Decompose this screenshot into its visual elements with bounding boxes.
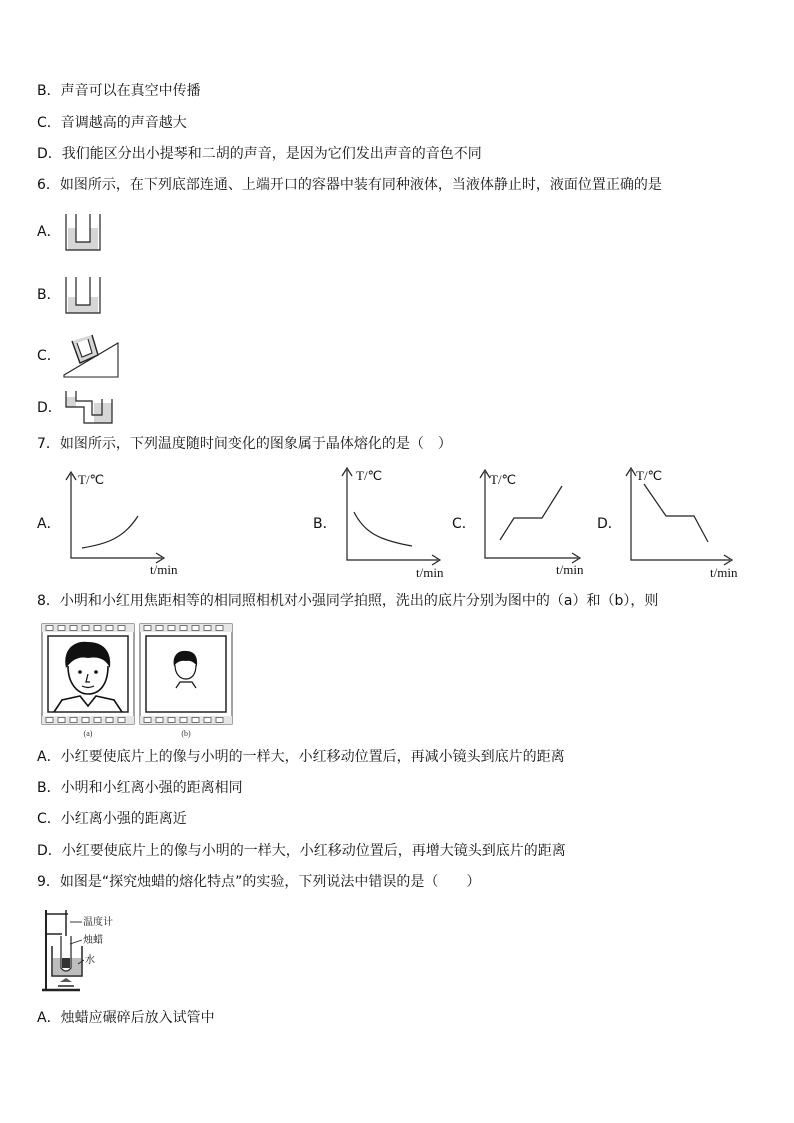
q8-stem: 8．小明和小红用焦距相等的相同照相机对小强同学拍照，洗出的底片分别为图中的（a）和（b），则 bbox=[37, 593, 659, 609]
q6-option-a-label: A． bbox=[37, 224, 61, 240]
q8-option-c: C．小红离小强的距离近 bbox=[37, 811, 187, 827]
q6-stem: 6．如图所示，在下列底部连通、上端开口的容器中装有同种液体，当液体静止时，液面位置正确的是 bbox=[37, 177, 662, 193]
q8-option-a: A．小红要使底片上的像与小明的一样大，小红移动位置后，再减小镜头到底片的距离 bbox=[37, 749, 565, 765]
q5-option-b: B．声音可以在真空中传播 bbox=[37, 83, 201, 99]
q9-stem: 9．如图是“探究烛蜡的熔化特点”的实验，下列说法中错误的是（ ） bbox=[37, 874, 481, 890]
q6-figure-d bbox=[62, 389, 116, 427]
q6-figure-a bbox=[62, 212, 102, 254]
q6-figure-b bbox=[62, 275, 102, 317]
q9-apparatus-figure bbox=[40, 906, 120, 994]
q7-option-b-label: B． bbox=[313, 516, 337, 532]
q8-film-figure bbox=[40, 622, 236, 738]
q7-graph-c bbox=[476, 462, 596, 578]
film-b-label: (b) bbox=[181, 729, 191, 738]
film-a-label: (a) bbox=[83, 729, 93, 738]
q7-graph-d-xlabel: t/min bbox=[710, 565, 738, 580]
label-water: 水 bbox=[85, 955, 95, 966]
q6-option-b-label: B． bbox=[37, 287, 61, 303]
q7-graph-a-ylabel: T/℃ bbox=[78, 472, 105, 487]
q5-option-d: D．我们能区分出小提琴和二胡的声音，是因为它们发出声音的音色不同 bbox=[37, 146, 482, 162]
q7-graph-d bbox=[622, 462, 746, 580]
q5-option-c: C．音调越高的声音越大 bbox=[37, 115, 187, 131]
q7-option-d-label: D． bbox=[597, 516, 622, 532]
q8-option-b: B．小明和小红离小强的距离相同 bbox=[37, 780, 243, 796]
film-a bbox=[42, 624, 134, 724]
q7-graph-d-ylabel: T/℃ bbox=[636, 468, 663, 483]
q7-option-a-label: A． bbox=[37, 516, 61, 532]
q7-graph-b bbox=[338, 462, 458, 580]
q7-option-c-label: C． bbox=[452, 516, 476, 532]
q7-stem: 7．如图所示，下列温度随时间变化的图象属于晶体熔化的是（ ） bbox=[37, 436, 452, 452]
q6-option-c-label: C． bbox=[37, 348, 61, 364]
q6-option-d-label: D． bbox=[37, 400, 62, 416]
q6-figure-c bbox=[62, 333, 120, 379]
label-wax: 烛蜡 bbox=[83, 935, 103, 946]
q7-graph-a-xlabel: t/min bbox=[150, 562, 178, 577]
q8-option-d: D．小红要使底片上的像与小明的一样大，小红移动位置后，再增大镜头到底片的距离 bbox=[37, 843, 566, 859]
q7-graph-b-xlabel: t/min bbox=[416, 565, 444, 580]
label-thermometer: 温度计 bbox=[83, 917, 113, 928]
q7-graph-c-ylabel: T/℃ bbox=[490, 472, 517, 487]
q7-graph-b-ylabel: T/℃ bbox=[356, 468, 383, 483]
q9-option-a: A．烛蜡应碾碎后放入试管中 bbox=[37, 1010, 215, 1026]
q7-graph-a bbox=[62, 466, 192, 578]
q7-graph-c-xlabel: t/min bbox=[556, 562, 584, 577]
film-b bbox=[140, 624, 232, 724]
